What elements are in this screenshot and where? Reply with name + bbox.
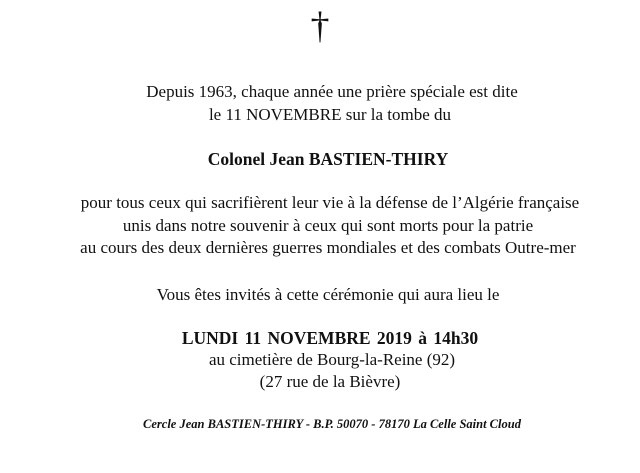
- event-datetime: LUNDI 11 NOVEMBRE 2019 à 14h30: [181, 328, 479, 348]
- tribute-line-3: au cours des deux dernières guerres mondiales et des combats Outre-mer: [80, 238, 576, 257]
- invitation-text: Vous êtes invités à cette cérémonie qui aura lieu le: [156, 285, 500, 304]
- intro-line-2: le 11 NOVEMBRE sur la tombe du: [208, 105, 452, 124]
- tribute-line-2: unis dans notre souvenir à ceux qui sont morts pour la patrie: [122, 216, 534, 235]
- cross-icon: †: [310, 5, 330, 47]
- honoree-name: Colonel Jean BASTIEN-THIRY: [207, 149, 449, 169]
- organization-footer: Cercle Jean BASTIEN-THIRY - B.P. 50070 - 78170 La Celle Saint Cloud: [143, 417, 521, 431]
- event-place: au cimetière de Bourg-la-Reine (92): [208, 350, 456, 369]
- tribute-line-1: pour tous ceux qui sacrifièrent leur vie à la défense de l’Algérie française: [80, 193, 580, 212]
- intro-line-1: Depuis 1963, chaque année une prière spéciale est dite: [146, 82, 518, 101]
- event-address: (27 rue de la Bièvre): [259, 372, 401, 391]
